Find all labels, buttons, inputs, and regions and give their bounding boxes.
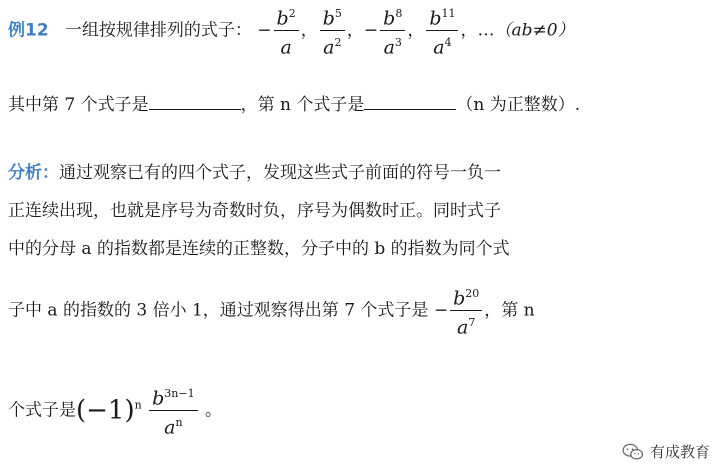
term-1-fraction: $\frac{b^2}{a}$ bbox=[274, 2, 299, 60]
ellipsis: ，… bbox=[460, 20, 495, 41]
analysis-text-5: 个式子是 bbox=[8, 400, 76, 421]
term-2-fraction: $\frac{b^5}{a^2}$ bbox=[320, 2, 345, 60]
condition: （ab≠0） bbox=[494, 20, 575, 41]
problem-line-2 bbox=[8, 90, 712, 115]
analysis-line-1 bbox=[8, 158, 712, 183]
question-suffix: （n 为正整数）. bbox=[456, 95, 581, 115]
term-3-sign: ，− bbox=[346, 20, 379, 41]
term-1-sign: − bbox=[257, 20, 272, 41]
analysis-text-5-suffix: 。 bbox=[205, 400, 223, 421]
answer-n-coefficient: $(-1)^n$ bbox=[76, 395, 142, 426]
analysis-text-1: 通过观察已有的四个式子，发现这些式子前面的符号一负一 bbox=[59, 163, 501, 183]
term-3-fraction: $\frac{b^8}{a^3}$ bbox=[380, 2, 405, 60]
analysis-text-4-suffix: ，第 n bbox=[484, 300, 535, 321]
answer-7-fraction: $\frac{b^{20}}{a^7}$ bbox=[450, 282, 482, 340]
question-prefix: 其中第 7 个式子是 bbox=[8, 95, 149, 115]
analysis-line-4 bbox=[8, 282, 712, 340]
problem-line-1 bbox=[8, 2, 712, 60]
term-4-sign: ， bbox=[407, 20, 425, 41]
analysis-text-3: 中的分母 a 的指数都是连续的正整数，分子中的 b 的指数为同个式 bbox=[8, 239, 510, 259]
analysis-text-4: 子中 a 的指数的 3 倍小 1，通过观察得出第 7 个式子是 − bbox=[8, 300, 449, 321]
analysis-text-2: 正连续出现，也就是序号为奇数时负，序号为偶数时正。同时式子 bbox=[8, 201, 501, 221]
question-mid: ，第 n 个式子是 bbox=[240, 95, 365, 115]
example-label: 例12 bbox=[8, 20, 49, 41]
answer-blank-2 bbox=[364, 95, 456, 110]
answer-blank-1 bbox=[149, 95, 241, 110]
term-4-fraction: $\frac{b^{11}}{a^4}$ bbox=[426, 2, 458, 60]
analysis-line-5 bbox=[8, 382, 712, 440]
watermark bbox=[622, 441, 710, 462]
problem-intro: 一组按规律排列的式子： bbox=[64, 20, 252, 41]
watermark-text: 有成教育 bbox=[649, 443, 710, 461]
answer-n-fraction: $\frac{b^{3n-1}}{a^n}$ bbox=[149, 382, 197, 440]
wechat-icon bbox=[622, 443, 644, 461]
term-2-sign: ， bbox=[300, 20, 318, 41]
analysis-line-2 bbox=[8, 196, 712, 221]
analysis-label: 分析： bbox=[8, 163, 59, 183]
analysis-line-3 bbox=[8, 234, 712, 259]
